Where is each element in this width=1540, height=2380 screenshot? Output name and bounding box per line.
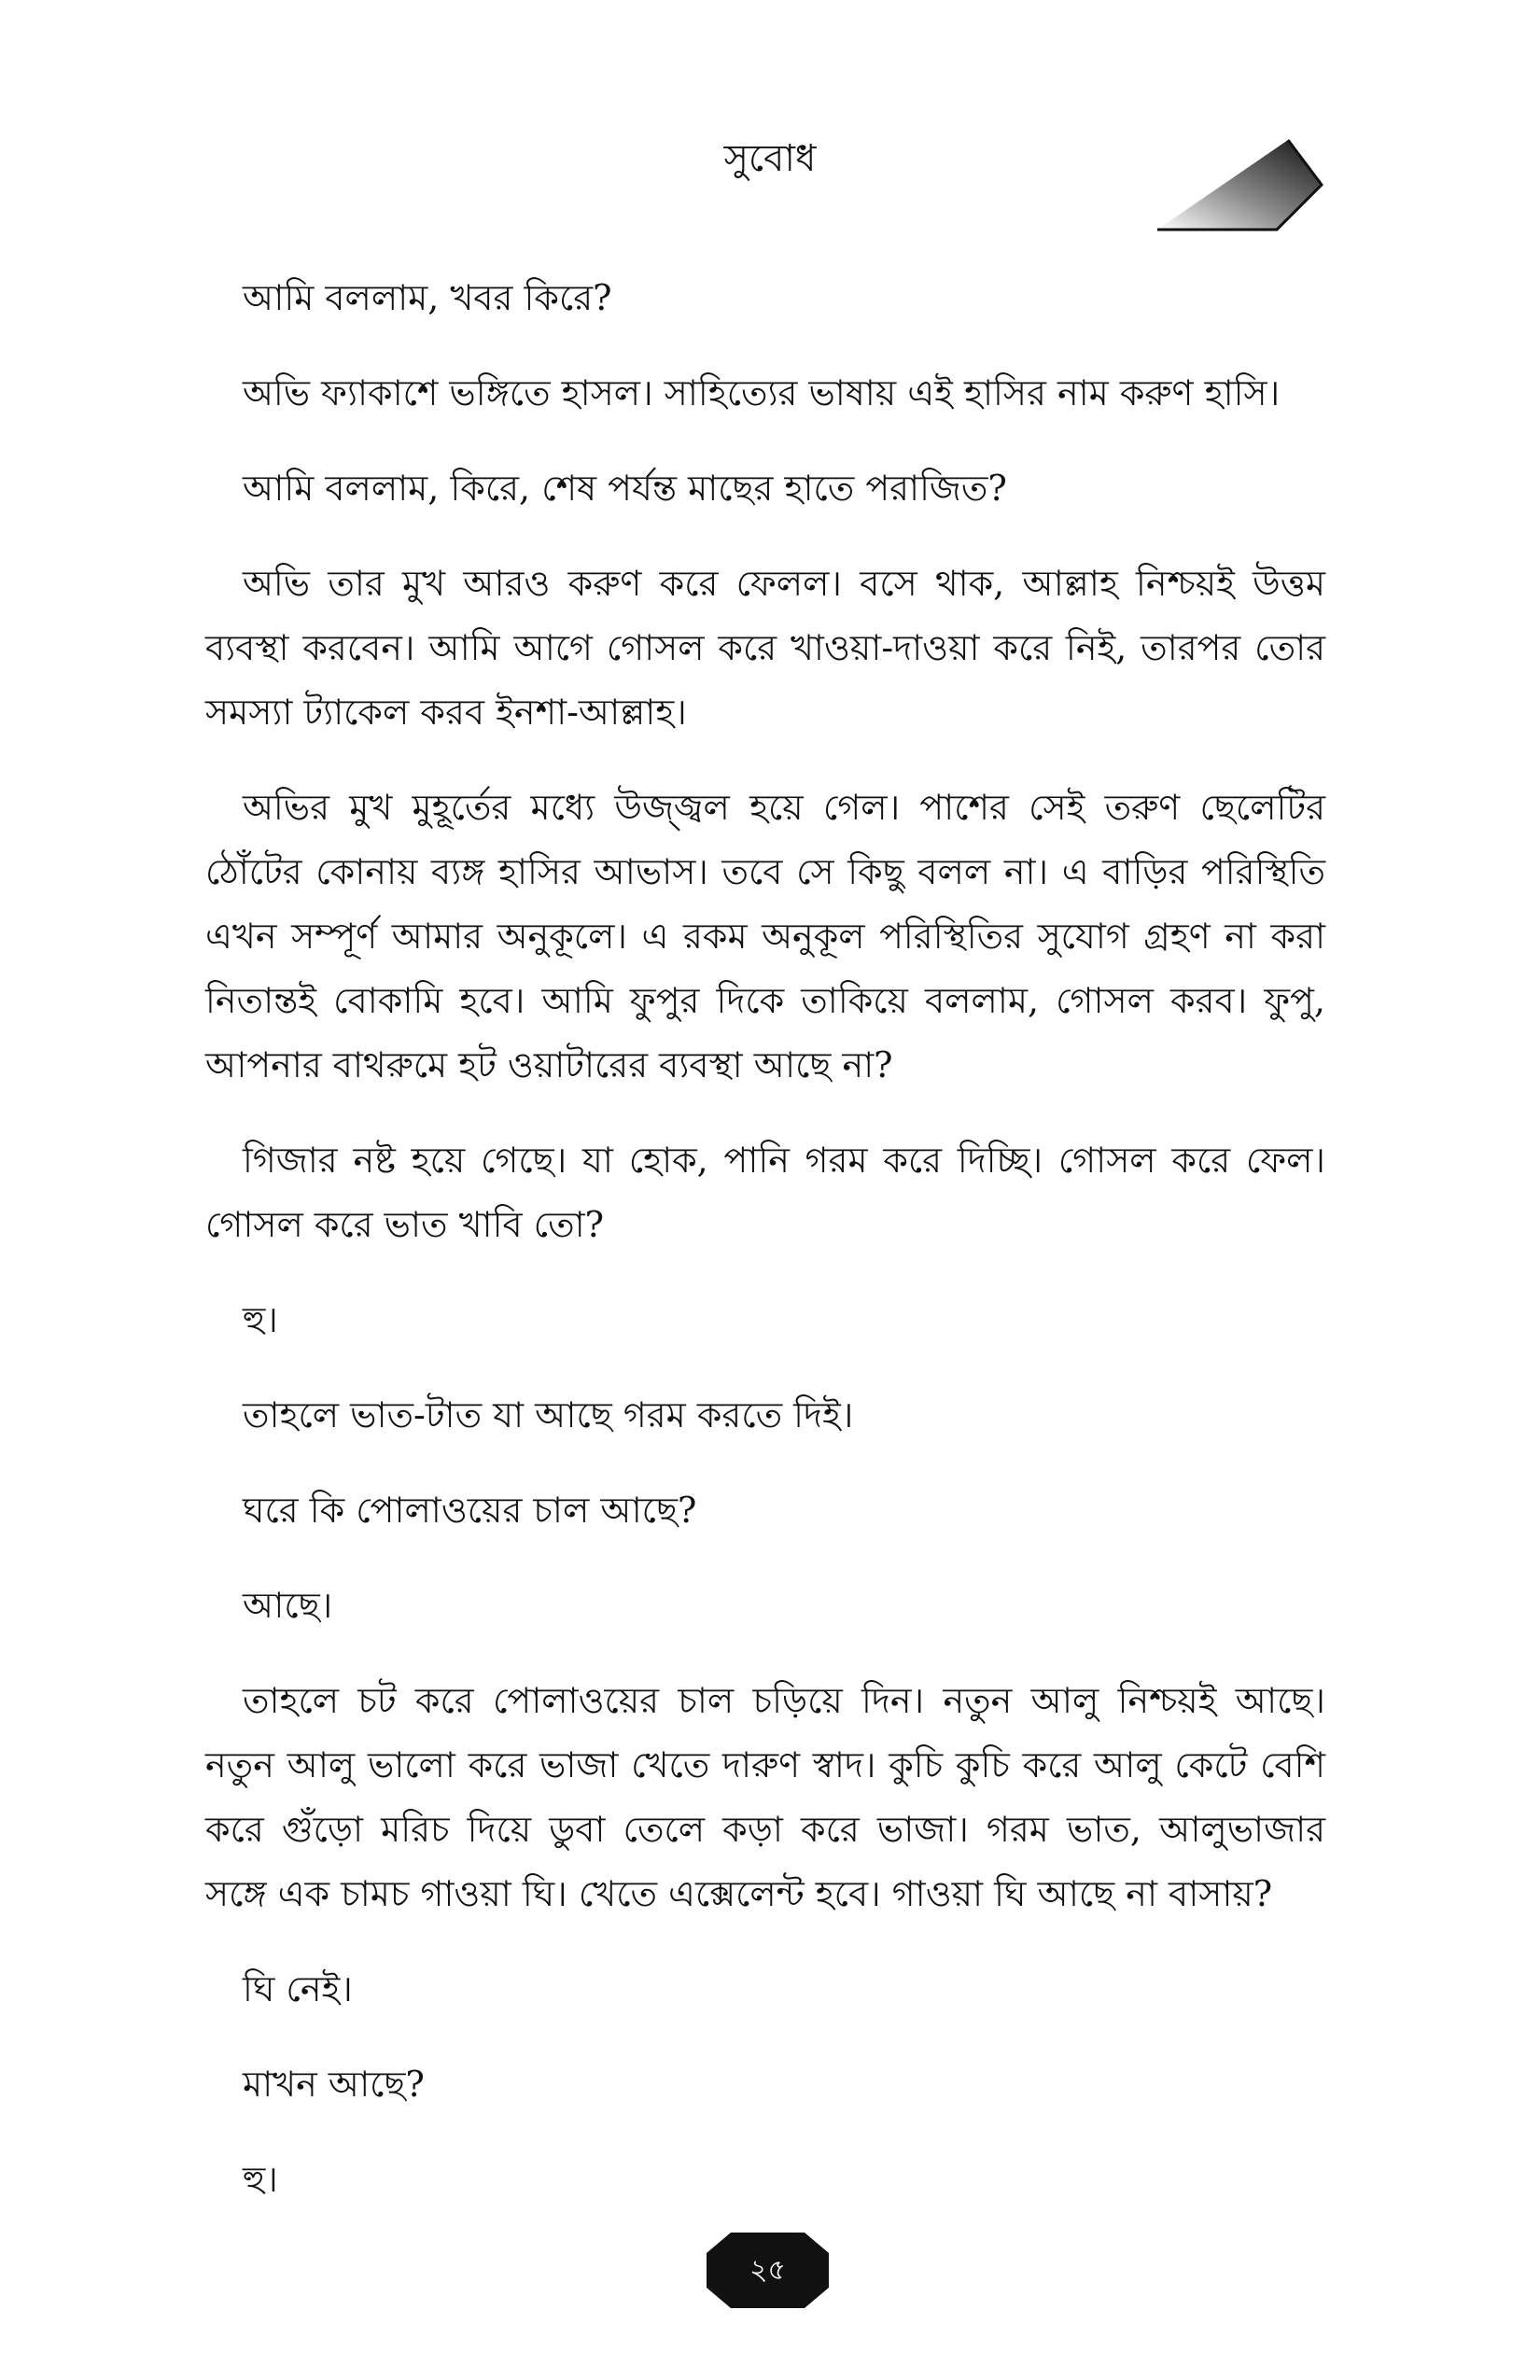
paragraph: মাখন আছে? bbox=[243, 2064, 425, 2105]
paragraph: ঘি নেই। bbox=[243, 1968, 353, 2009]
paragraph: তাহলে চট করে পোলাওয়ের চাল চড়িয়ে দিন। নতুন আলু নিশ্চয়ই আছে। নতুন আলু ভালো করে ভাজা খেতে দারুণ স্বাদ। কুচি কুচি করে আলু কেটে বেশি করে গুঁড়ো মরিচ দিয়ে ডুবা তেলে কড়া করে ভাজা। গরম ভাত, আলুভাজার সঙ্গে এক চামচ গাওয়া ঘি। খেতে এক্সেলেন্ট হবে। গাওয়া ঘি আছে না বাসায়? bbox=[205, 1680, 1325, 1914]
paragraph: আমি বললাম, খবর কিরে? bbox=[243, 277, 612, 318]
paragraph: অভি তার মুখ আরও করুণ করে ফেলল। বসে থাক, আল্লাহ নিশ্চয়ই উত্তম ব্যবস্থা করবেন। আমি আগে গোসল করে খাওয়া-দাওয়া করে নিই, তারপর তোর সমস্যা ট্যাকেল করব ইনশা-আল্লাহ। bbox=[205, 563, 1325, 733]
paragraph: হু। bbox=[243, 2159, 278, 2200]
paragraph: হু। bbox=[243, 1299, 278, 1340]
paragraph: আছে। bbox=[243, 1585, 333, 1626]
paragraph: অভি ফ্যাকাশে ভঙ্গিতে হাসল। সাহিত্যের ভাষায় এই হাসির নাম করুণ হাসি। bbox=[243, 372, 1281, 413]
corner-wedge-icon bbox=[1157, 131, 1325, 233]
paragraph: আমি বললাম, কিরে, শেষ পর্যন্ত মাছের হাতে পরাজিত? bbox=[243, 468, 1007, 509]
paragraph: গিজার নষ্ট হয়ে গেছে। যা হোক, পানি গরম করে দিচ্ছি। গোসল করে ফেল। গোসল করে ভাত খাবি তো? bbox=[205, 1140, 1325, 1245]
paragraph: তাহলে ভাত-টাত যা আছে গরম করতে দিই। bbox=[243, 1394, 854, 1435]
paragraph: অভির মুখ মুহূর্তের মধ্যে উজ্জ্বল হয়ে গেল। পাশের সেই তরুণ ছেলেটির ঠোঁটের কোনায় ব্যঙ্গ হাসির আভাস। তবে সে কিছু বলল না। এ বাড়ির পরিস্থিতি এখন সম্পূর্ণ আমার অনুকূলে। এ রকম অনুকূল পরিস্থিতির সুযোগ গ্রহণ না করা নিতান্তই বোকামি হবে। আমি ফুপুর দিকে তাকিয়ে বললাম, গোসল করব। ফুপু, আপনার বাথরুমে হট ওয়াটারের ব্যবস্থা আছে না? bbox=[205, 787, 1325, 1085]
body-text bbox=[205, 266, 1325, 2243]
paragraph: ঘরে কি পোলাওয়ের চাল আছে? bbox=[243, 1490, 697, 1531]
running-head: সুবোধ bbox=[723, 137, 817, 180]
page-number: ২৫ bbox=[749, 2254, 786, 2287]
